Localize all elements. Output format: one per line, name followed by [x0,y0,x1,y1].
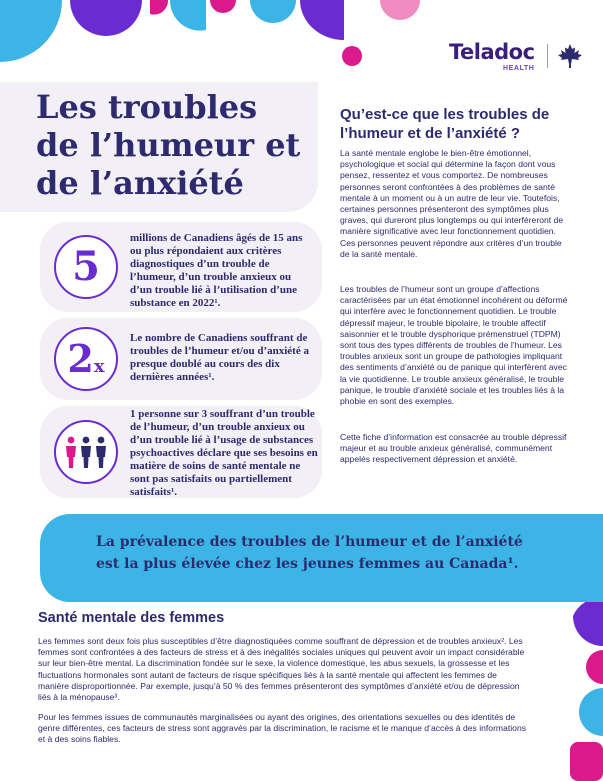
banner-text: La prévalence des troubles de l’humeur et de l’anxiété est la plus élevée chez les jeunes femmes au Canada¹. [96,534,523,572]
stat-card-doubled [40,318,322,400]
right-paragraph-3: Cette fiche d’information est consacrée au trouble dépressif majeur et au trouble anxieux généralisé, communément appelés respectivement dépression et anxiété. [340,432,567,465]
stat-number: 5 [72,243,100,290]
womens-section-heading: Santé mentale des femmes [38,610,225,626]
stat-number: 2 [67,336,94,381]
stat-icon-circle [54,420,118,484]
logo-wordmark: Teladoc [449,40,535,64]
logo-divider [547,44,548,68]
teladoc-logo [449,40,589,74]
stat-number-circle [54,235,118,299]
people-icon [63,435,109,469]
stat-number-suffix: x [93,356,105,377]
stat-text: millions de Canadiens âgés de 15 ans ou plus répondaient aux critères diagnostiques d’un trouble de l’humeur, d’un trouble anxieux ou d’un trouble lié à l’utilisation d’une substance en 2022¹. [130,232,303,309]
right-paragraph-1: La santé mentale englobe le bien-être émotionnel, psychologique et social qui détermine la façon dont vous pensez, ressentez et vous comportez. De nombreuses personnes seront confrontées à des problèmes de santé mentale à un moment ou à un autre de leur vie. Toutefois, certaines personnes présenteront des symptômes plus graves, qui dureront plus longtemps ou qui interféreront de manière significative avec leur fonctionnement quotidien. Ces personnes peuvent répondre aux critères d’un trouble de la santé mentale. [340,148,564,259]
right-section-heading: Qu’est-ce que les troubles de l’humeur et de l’anxiété ? [340,106,550,142]
right-decorative-shapes [556,598,603,781]
stat-card-one-in-three [40,406,322,498]
right-paragraph-2: Les troubles de l’humeur sont un groupe d’affections caractérisées par un état émotionnel incohérent ou déformé qui interfère avec le fonctionnement quotidien. Le trouble dépressif majeur, le trouble bipolaire, le trouble affectif saisonnier et le trouble dysphorique prémenstruel (TDPM) sont tous des types différents de troubles de l’humeur. Les troubles anxieux sont un groupe de pathologies impliquant des sentiments d’anxiété ou de panique qui interfèrent avec la vie quotidienne. Le trouble anxieux généralisé, le trouble panique, le trouble d’anxiété sociale et les troubles liés à la phobie en sont des exemples. [340,284,568,407]
page-title: Les troubles de l’humeur et de l’anxiété [36,88,301,202]
stat-text: 1 personne sur 3 souffrant d’un trouble de l’humeur, d’un trouble anxieux ou d’un trouble lié à l’usage de substances psychoactives déclare que ses besoins en matière de soins de santé mentale ne sont pas satisfaits ou partiellement satisfaits¹. [130,408,318,498]
maple-leaf-icon [557,43,583,69]
logo-subtitle: HEALTH [503,65,535,72]
stat-number-circle [54,327,118,391]
womens-paragraph-2: Pour les femmes issues de communautés marginalisées ou ayant des origines, des orientations sexuelles ou des identités de genre différentes, ces facteurs de stress sont aggravés par la discrimination, le racisme et le manque d’accès à des informations et à des soins fiables. [38,712,527,745]
stat-card-5-million [40,222,322,312]
stat-text: Le nombre de Canadiens souffrant de troubles de l’humeur et/ou d’anxiété a presque doublé au cours des dix dernières années¹. [130,332,309,383]
womens-paragraph-1: Les femmes sont deux fois plus susceptibles d’être diagnostiquées comme souffrant de dépression et de troubles anxieux². Les femmes sont confrontées à des facteurs de stress et à des inégalités sociales uniques qui peuvent avoir un impact considérable sur leur bien-être mental. La discrimination fondée sur le sexe, la violence domestique, les abus sexuels, la grossesse et les fluctuations hormonales sont autant de facteurs de risque spécifiques liés à la santé mentale qui affectent les femmes de manière disproportionnée. Par exemple, jusqu’à 50 % des femmes présenteront des symptômes d’anxiété et/ou de dépression liés à la ménopause³. [38,636,525,703]
